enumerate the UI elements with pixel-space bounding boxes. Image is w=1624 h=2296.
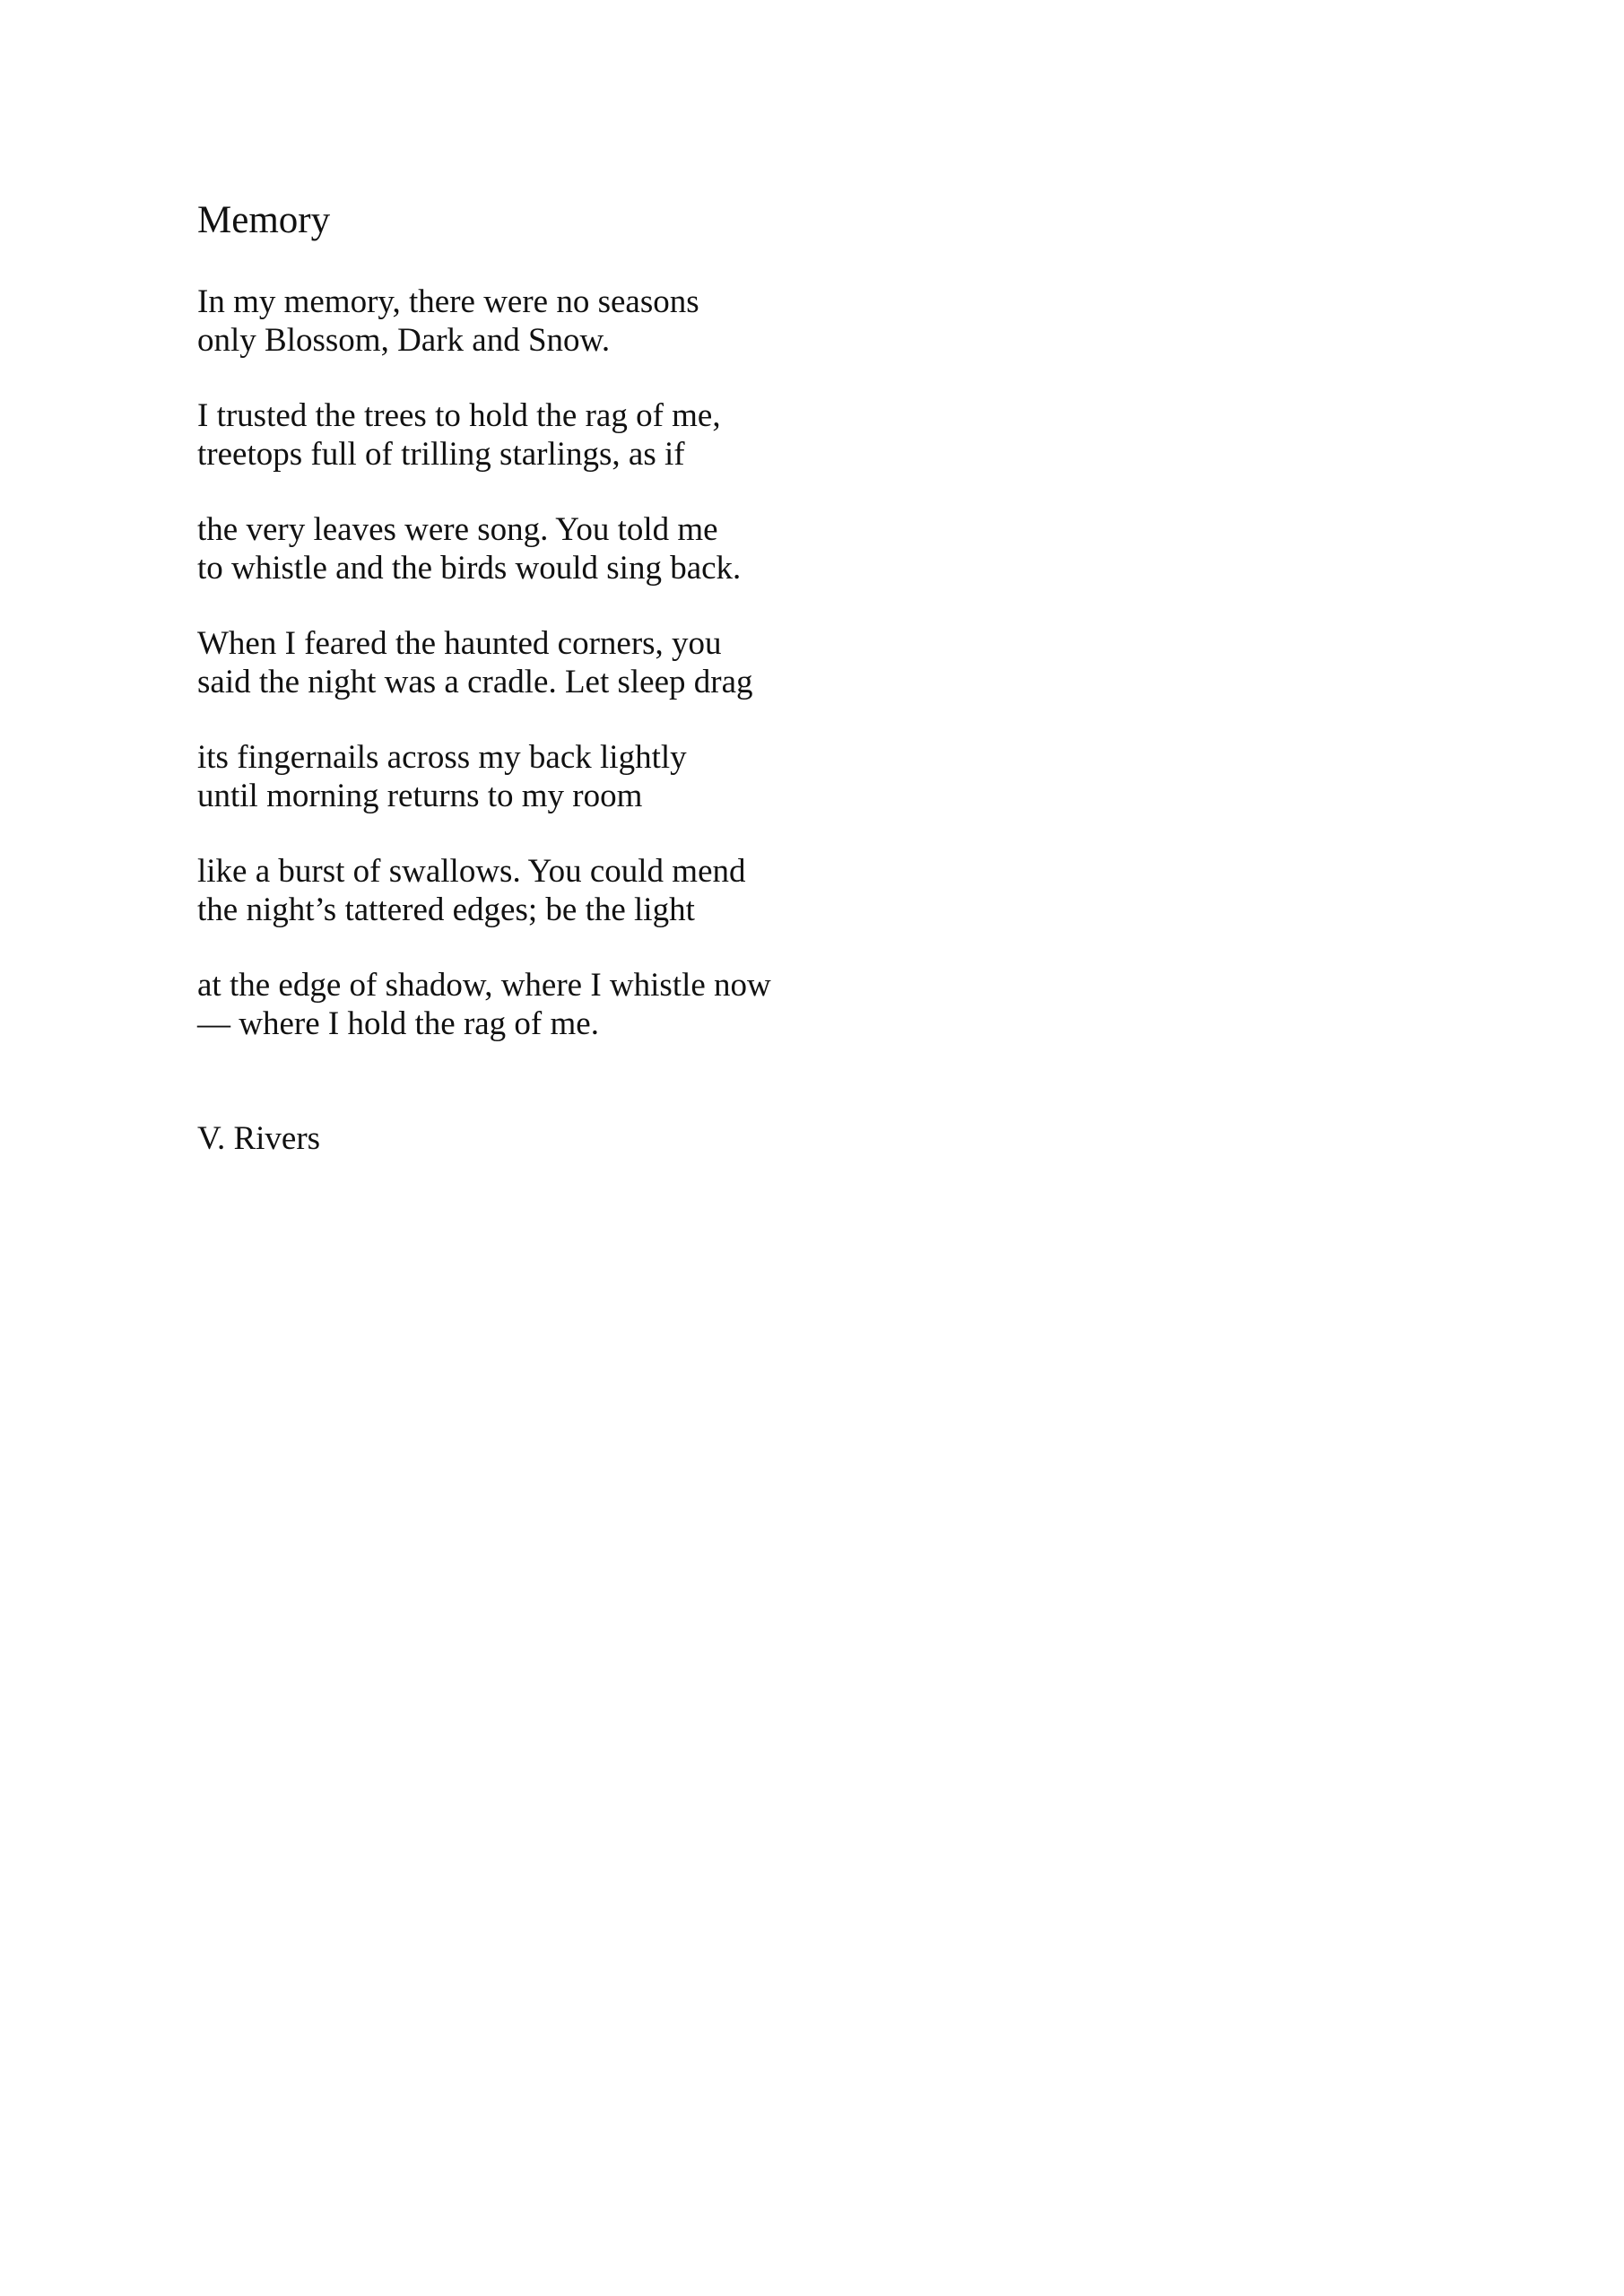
poem-line: to whistle and the birds would sing back. <box>197 549 742 587</box>
stanza <box>197 967 771 1043</box>
author-signature: V. Rivers <box>197 1120 321 1157</box>
poem-line: — where I hold the rag of me. <box>197 1004 599 1042</box>
stanza <box>197 397 771 474</box>
poem-line: I trusted the trees to hold the rag of me, <box>197 397 721 434</box>
stanza <box>197 625 771 701</box>
poem-line: like a burst of swallows. You could mend <box>197 853 746 890</box>
poem-line: its fingernails across my back lightly <box>197 739 687 776</box>
stanza <box>197 739 771 815</box>
poem-line: When I feared the haunted corners, you <box>197 625 722 662</box>
poem-title: Memory <box>197 199 331 241</box>
poem-line: said the night was a cradle. Let sleep drag <box>197 663 753 700</box>
stanza <box>197 853 771 929</box>
poem-line: the very leaves were song. You told me <box>197 511 718 548</box>
stanza <box>197 511 771 587</box>
poem-body <box>197 283 771 1081</box>
poem-line: at the edge of shadow, where I whistle now <box>197 967 771 1004</box>
poem-line: only Blossom, Dark and Snow. <box>197 321 611 359</box>
poem-line: the night’s tattered edges; be the light <box>197 891 695 928</box>
stanza <box>197 283 771 360</box>
poem-line: In my memory, there were no seasons <box>197 283 699 320</box>
poem-line: treetops full of trilling starlings, as if <box>197 435 685 473</box>
poem-line: until morning returns to my room <box>197 777 643 814</box>
